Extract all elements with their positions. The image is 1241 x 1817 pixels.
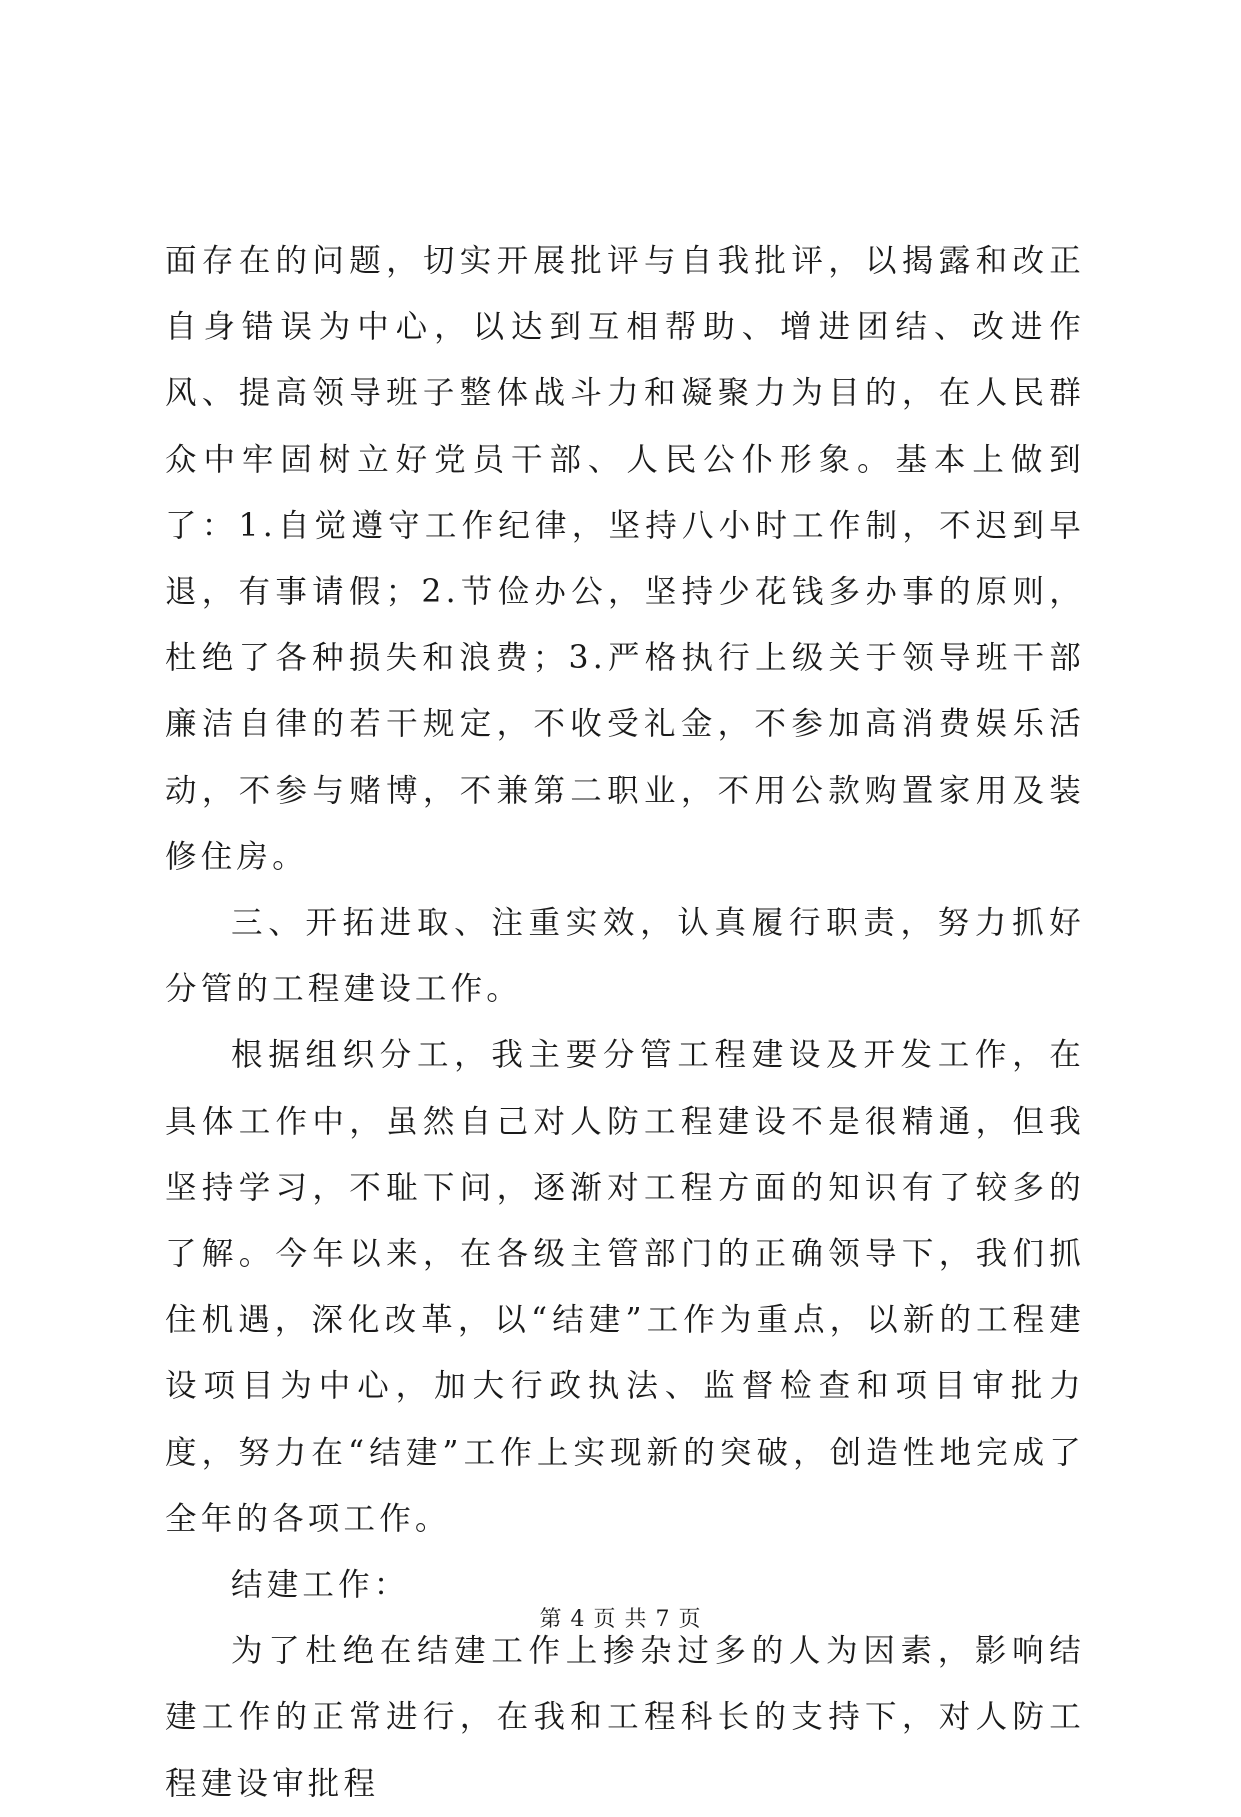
document-body: [165, 228, 1085, 1817]
paragraph-jiejian-detail: 为了杜绝在结建工作上掺杂过多的人为因素，影响结建工作的正常进行，在我和工程科长的支持下，对人防工程建设审批程: [165, 1633, 1085, 1802]
page-number-footer: 第 4 页 共 7 页: [539, 1607, 702, 1632]
paragraph-jiejian-heading: 结建工作：: [231, 1567, 410, 1604]
paragraph-discipline: 面存在的问题，切实开展批评与自我批评，以揭露和改正自身错误为中心，以达到互相帮助、增进团结、改进作风、提高领导班子整体战斗力和凝聚力为目的，在人民群众中牢固树立好党员干部、人民公仆形象。基本上做到了：1.自觉遵守工作纪律，坚持八小时工作制，不迟到早退，有事请假；2.节俭办公，坚持少花钱多办事的原则，杜绝了各种损失和浪费；3.严格执行上级关于领导班干部廉洁自律的若干规定，不收受礼金，不参加高消费娱乐活动，不参与赌博，不兼第二职业，不用公款购置家用及装修住房。: [165, 243, 1085, 875]
paragraph-engineering-work: 根据组织分工，我主要分管工程建设及开发工作，在具体工作中，虽然自己对人防工程建设不是很精通，但我坚持学习，不耻下问，逐渐对工程方面的知识有了较多的了解。今年以来，在各级主管部门的正确领导下，我们抓住机遇，深化改革，以“结建”工作为重点，以新的工程建设项目为中心，加大行政执法、监督检查和项目审批力度，努力在“结建”工作上实现新的突破，创造性地完成了全年的各项工作。: [165, 1037, 1085, 1537]
paragraph-section-three-heading: 三、开拓进取、注重实效，认真履行职责，努力抓好分管的工程建设工作。: [165, 905, 1085, 1008]
